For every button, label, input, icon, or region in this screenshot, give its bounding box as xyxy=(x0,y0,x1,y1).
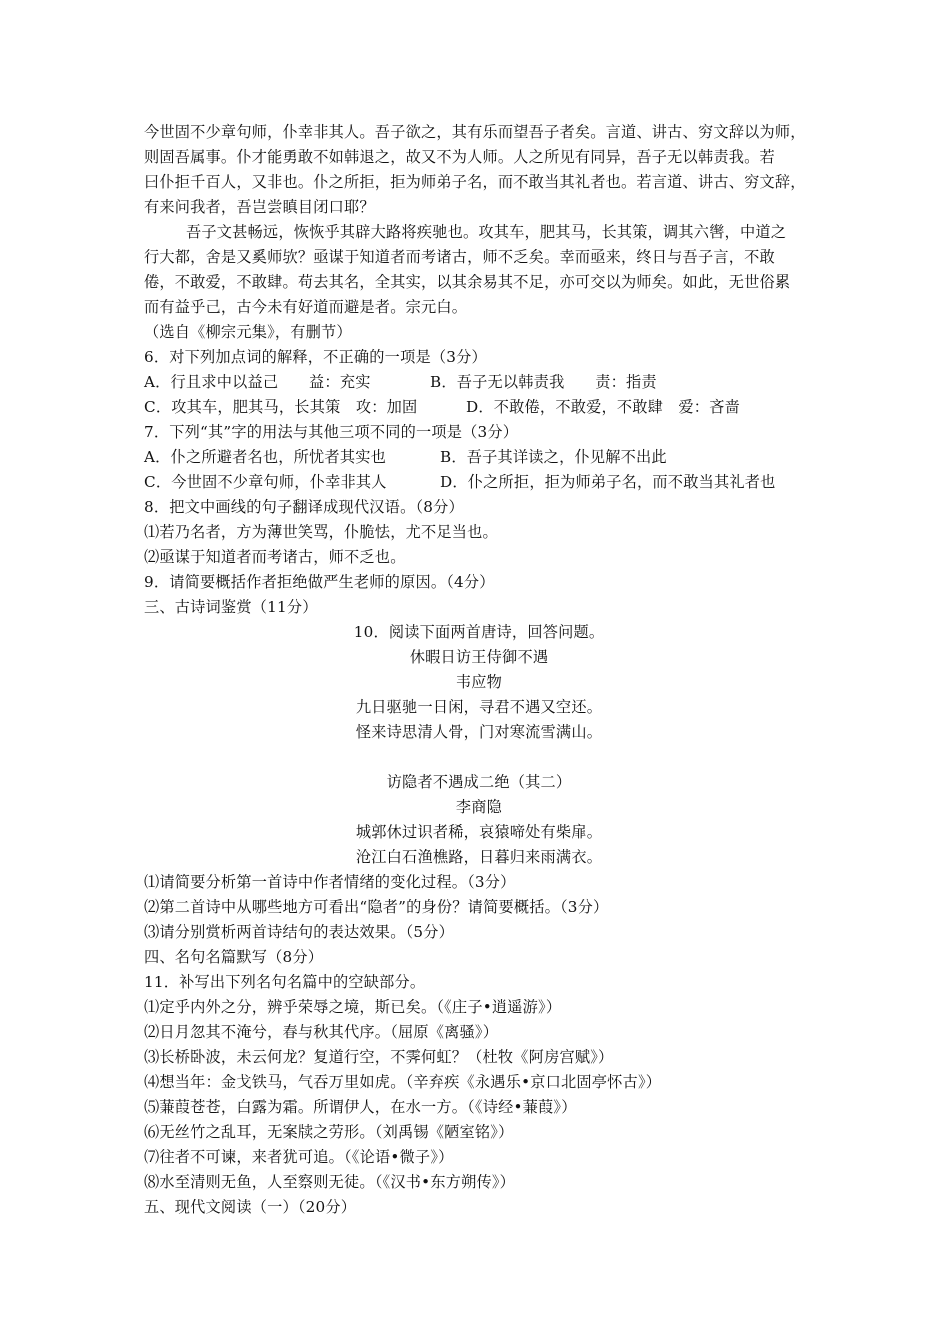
question-11-item: ⑶长桥卧波，未云何龙？复道行空，不霁何虹？（杜牧《阿房宫赋》） xyxy=(144,1048,614,1066)
question-8-item: ⑴若乃名者，方为薄世笑骂，仆脆怯，尤不足当也。 xyxy=(144,523,498,541)
poem-2-line: 城郭休过识者稀，哀猿啼处有柴扉。 xyxy=(355,823,603,841)
question-10-item: ⑴请简要分析第一首诗中作者情绪的变化过程。（3分） xyxy=(144,873,516,891)
section-5-heading: 五、现代文阅读（一）（20分） xyxy=(144,1198,357,1216)
poem-1-line: 九日驱驰一日闲，寻君不遇又空还。 xyxy=(355,698,603,716)
passage-line: 而有益乎己，古今未有好道而避是者。宗元白。 xyxy=(144,298,468,316)
question-8-item: ⑵亟谋于知道者而考诸古，师不乏也。 xyxy=(144,548,406,566)
option-b: B．吾子无以韩责我 责：指责 xyxy=(430,373,657,391)
section-3-heading: 三、古诗词鉴赏（11分） xyxy=(144,598,318,616)
option-a: A．仆之所避者名也，所忧者其实也 xyxy=(144,448,386,466)
question-11-item: ⑻水至清则无鱼，人至察则无徒。（《汉书•东方朔传》） xyxy=(144,1173,516,1191)
question-11-item: ⑷想当年：金戈铁马，气吞万里如虎。（辛弃疾《永遇乐•京口北固亭怀古》） xyxy=(144,1073,662,1091)
option-a: A．行且求中以益己 益：充实 xyxy=(144,373,371,391)
question-9-stem: 9．请简要概括作者拒绝做严生老师的原因。（4分） xyxy=(144,573,495,591)
poem-1-author: 韦应物 xyxy=(455,673,503,691)
passage-line: 倦，不敢爱，不敢肆。苟去其名，全其实，以其余易其不足，亦可交以为师矣。如此，无世俗累 xyxy=(144,273,791,291)
question-6-stem: 6．对下列加点词的解释，不正确的一项是（3分） xyxy=(144,348,487,366)
passage-line: 行大都，舍是又奚师欤？亟谋于知道者而考诸古，师不乏矣。幸而亟来，终日与吾子言，不敢 xyxy=(144,248,775,266)
poem-2-line: 沧江白石渔樵路，日暮归来雨满衣。 xyxy=(355,848,603,866)
question-11-item: ⑺往者不可谏，来者犹可追。（《论语•微子》） xyxy=(144,1148,454,1166)
spacer xyxy=(144,745,814,770)
section-4-heading: 四、名句名篇默写（8分） xyxy=(144,948,324,966)
question-6-options-row-1 xyxy=(144,370,814,395)
passage-source: （选自《柳宗元集》，有删节） xyxy=(144,323,352,341)
passage-line: 吾子文甚畅远，恢恢乎其辟大路将疾驰也。攻其车，肥其马，长其策，调其六辔，中道之 xyxy=(186,223,787,241)
question-10-stem: 10．阅读下面两首唐诗，回答问题。 xyxy=(353,623,605,641)
passage-line: 今世固不少章句师，仆幸非其人。吾子欲之，其有乐而望吾子者矣。言道、讲古、穷文辞以为师， xyxy=(144,123,806,141)
question-11-item: ⑸蒹葭苍苍，白露为霜。所谓伊人，在水一方。（《诗经•蒹葭》） xyxy=(144,1098,577,1116)
question-10-item: ⑵第二首诗中从哪些地方可看出“隐者”的身份？请简要概括。（3分） xyxy=(144,898,609,916)
passage-line: 有来问我者，吾岂尝瞋目闭口耶？ xyxy=(144,198,375,216)
passage-line: 则固吾属事。仆才能勇敢不如韩退之，故又不为人师。人之所见有同异，吾子无以韩责我。若 xyxy=(144,148,775,166)
poem-2-title: 访隐者不遇成二绝（其二） xyxy=(386,773,572,791)
option-d: D．不敢倦，不敢爱，不敢肆 爱：吝啬 xyxy=(466,398,740,416)
question-11-stem: 11．补写出下列名句名篇中的空缺部分。 xyxy=(144,973,426,991)
option-d: D．仆之所拒，拒为师弟子名，而不敢当其礼者也 xyxy=(440,473,776,491)
question-11-item: ⑴定乎内外之分，辨乎荣辱之境，斯已矣。（《庄子•逍遥游》） xyxy=(144,998,562,1016)
poem-1-line: 怪来诗思清人骨，门对寒流雪满山。 xyxy=(355,723,603,741)
passage-paragraph-2 xyxy=(144,220,814,320)
question-11-item: ⑹无丝竹之乱耳，无案牍之劳形。（刘禹锡《陋室铭》） xyxy=(144,1123,514,1141)
question-8-stem: 8．把文中画线的句子翻译成现代汉语。（8分） xyxy=(144,498,464,516)
question-11-item: ⑵日月忽其不淹兮，春与秋其代序。（屈原《离骚》） xyxy=(144,1023,499,1041)
option-b: B．吾子其详读之，仆见解不出此 xyxy=(440,448,667,466)
option-c: C．攻其车，肥其马，长其策 攻：加固 xyxy=(144,398,418,416)
question-7-stem: 7．下列“其”字的用法与其他三项不同的一项是（3分） xyxy=(144,423,519,441)
passage-paragraph-1 xyxy=(144,120,814,220)
poem-1-title: 休暇日访王侍御不遇 xyxy=(409,648,549,666)
question-7-options-row-2 xyxy=(144,470,814,495)
question-10-item: ⑶请分别赏析两首诗结句的表达效果。（5分） xyxy=(144,923,455,941)
passage-line: 曰仆拒千百人，又非也。仆之所拒，拒为师弟子名，而不敢当其礼者也。若言道、讲古、穷文辞， xyxy=(144,173,806,191)
document-page xyxy=(144,120,814,1220)
poem-2-author: 李商隐 xyxy=(455,798,503,816)
option-c: C．今世固不少章句师，仆幸非其人 xyxy=(144,473,387,491)
question-7-options-row-1 xyxy=(144,445,814,470)
question-6-options-row-2 xyxy=(144,395,814,420)
